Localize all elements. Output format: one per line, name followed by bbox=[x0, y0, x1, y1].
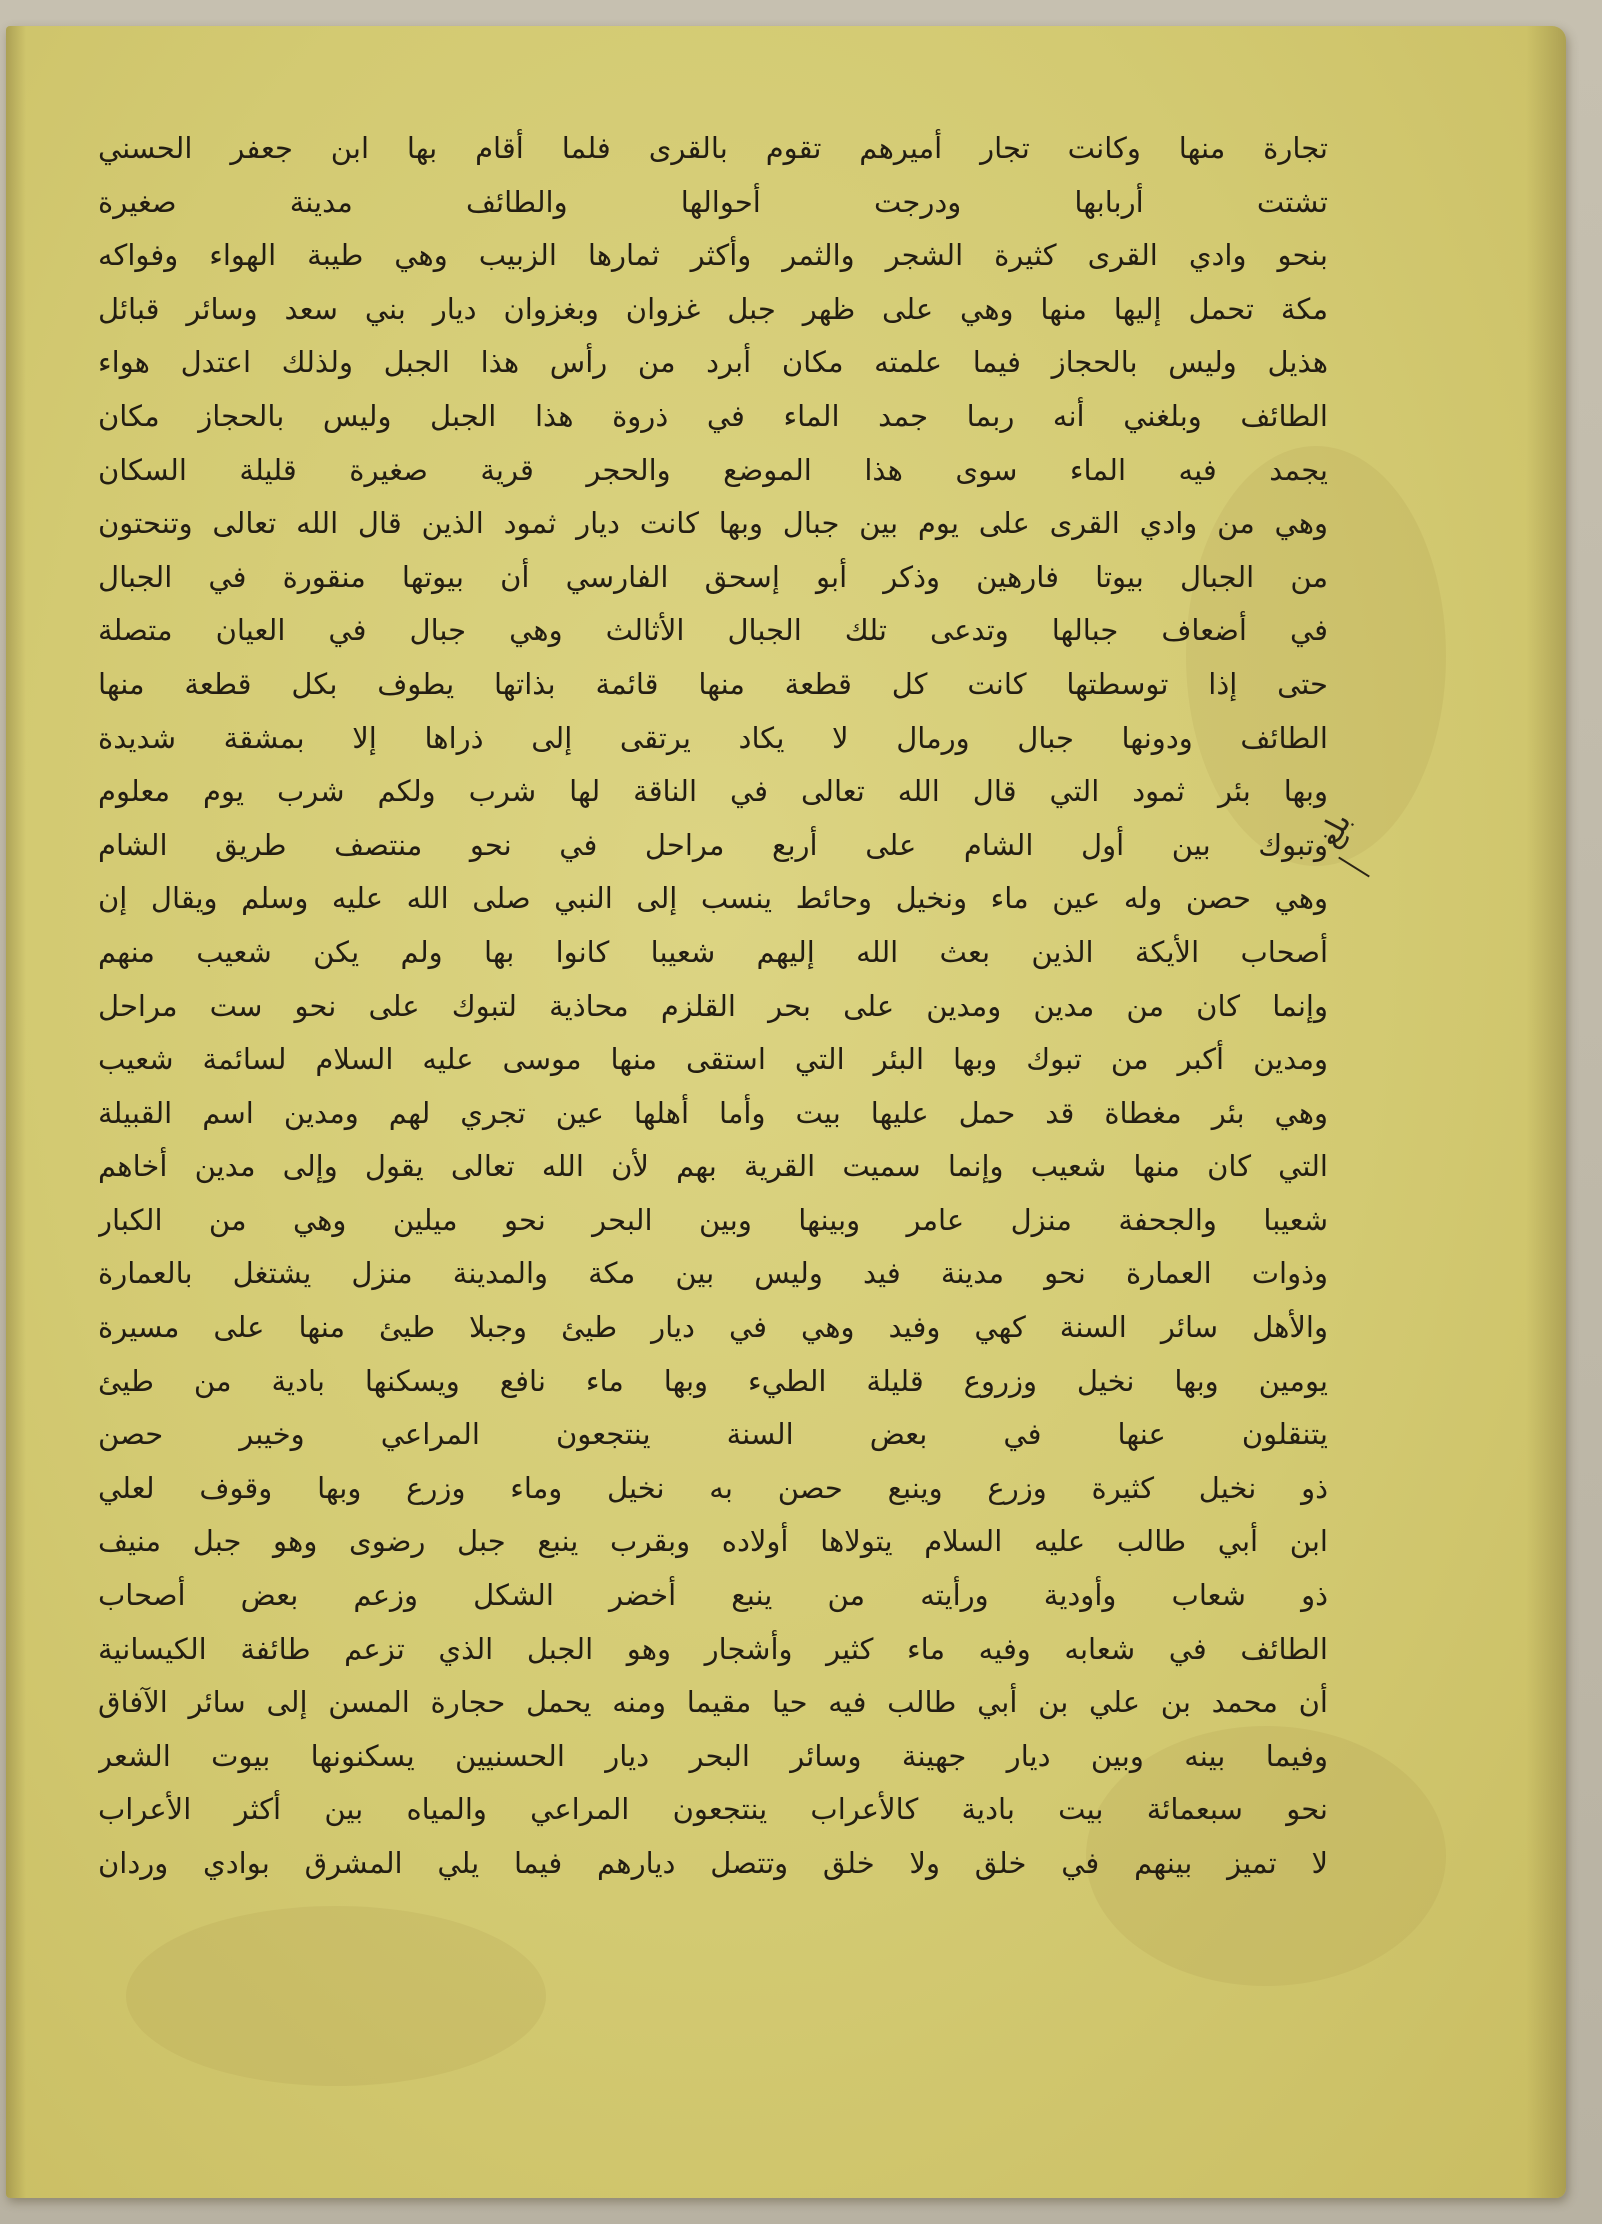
page-edge-shading bbox=[1526, 26, 1566, 2198]
text-line: وهي من وادي القرى على يوم بين جبال وبها كانت ديار ثمود الذين قال الله تعالى وتنحتون bbox=[98, 506, 1328, 541]
text-line: وهي حصن وله عين ماء ونخيل وحائط ينسب إلى النبي صلى الله عليه وسلم ويقال إن bbox=[98, 881, 1328, 916]
text-line: بنحو وادي القرى كثيرة الشجر والثمر وأكثر ثمارها الزبيب وهي طيبة الهواء وفواكه bbox=[98, 238, 1328, 273]
text-line: والأهل سائر السنة كهي وفيد وهي في ديار طيئ وجبلا طيئ منها على مسيرة bbox=[98, 1310, 1328, 1345]
text-line: الطائف ودونها جبال ورمال لا يكاد يرتقى إلى ذراها إلا بمشقة شديدة bbox=[98, 720, 1328, 755]
text-line: وتبوك بين أول الشام على أربع مراحل في نحو منتصف طريق الشام bbox=[98, 827, 1328, 862]
text-line: لا تميز بينهم في خلق ولا خلق وتتصل ديارهم فيما يلي المشرق بوادي وردان bbox=[98, 1846, 1328, 1880]
text-line: الطائف في شعابه وفيه ماء كثير وأشجار وهو الجبل الذي تزعم طائفة الكيسانية bbox=[98, 1631, 1328, 1666]
text-line: أن محمد بن علي بن أبي طالب فيه حيا مقيما ومنه يحمل حجارة المسن إلى سائر الآفاق bbox=[98, 1685, 1328, 1720]
marginal-note: بلغ bbox=[1311, 806, 1359, 854]
text-line: حتى إذا توسطتها كانت كل قطعة منها قائمة بذاتها يطوف بكل قطعة منها bbox=[98, 666, 1328, 701]
text-line: يتنقلون عنها في بعض السنة ينتجعون المراعي وخيبر حصن bbox=[98, 1417, 1328, 1452]
text-line: التي كان منها شعيب وإنما سميت القرية بهم لأن الله تعالى يقول وإلى مدين أخاهم bbox=[98, 1149, 1328, 1184]
text-line: ذو نخيل كثيرة وزرع وينبع حصن به نخيل وماء وزرع وبها وقوف لعلي bbox=[98, 1470, 1328, 1505]
text-line: نحو سبعمائة بيت بادية كالأعراب ينتجعون المراعي والمياه بين أكثر الأعراب bbox=[98, 1792, 1328, 1827]
text-line: هذيل وليس بالحجاز فيما علمته مكان أبرد من رأس هذا الجبل ولذلك اعتدل هواء bbox=[98, 345, 1328, 380]
text-line: شعيبا والجحفة منزل عامر وبينها وبين البحر نحو ميلين وهي من الكبار bbox=[98, 1202, 1328, 1237]
manuscript-text-block bbox=[98, 122, 1328, 1891]
text-line: في أضعاف جبالها وتدعى تلك الجبال الأثالث وهي جبال في العيان متصلة bbox=[98, 613, 1328, 648]
spine-shading bbox=[6, 26, 26, 2198]
text-line: وبها بئر ثمود التي قال الله تعالى في الناقة لها شرب ولكم شرب يوم معلوم bbox=[98, 774, 1328, 809]
text-line: تجارة منها وكانت تجار أميرهم تقوم بالقرى فلما أقام بها ابن جعفر الحسني bbox=[98, 131, 1328, 165]
text-line: وفيما بينه وبين ديار جهينة وسائر البحر ديار الحسنيين يسكنونها بيوت الشعر bbox=[98, 1738, 1328, 1773]
text-line: وذوات العمارة نحو مدينة فيد وليس بين مكة والمدينة منزل يشتغل بالعمارة bbox=[98, 1256, 1328, 1291]
paper-stain bbox=[126, 1906, 546, 2086]
text-line: يجمد فيه الماء سوى هذا الموضع والحجر قرية صغيرة قليلة السكان bbox=[98, 452, 1328, 487]
text-line: يومين وبها نخيل وزروع قليلة الطيء وبها ماء نافع ويسكنها بادية من طيئ bbox=[98, 1363, 1328, 1398]
manuscript-page bbox=[6, 26, 1566, 2198]
text-line: ومدين أكبر من تبوك وبها البئر التي استقى منها موسى عليه السلام لسائمة شعيب bbox=[98, 1042, 1328, 1077]
text-line: من الجبال بيوتا فارهين وذكر أبو إسحق الفارسي أن بيوتها منقورة في الجبال bbox=[98, 559, 1328, 594]
text-line: تشتت أربابها ودرجت أحوالها والطائف مدينة صغيرة bbox=[98, 184, 1328, 219]
text-line: ابن أبي طالب عليه السلام يتولاها أولاده وبقرب ينبع جبل رضوى وهو جبل منيف bbox=[98, 1524, 1328, 1559]
text-line: مكة تحمل إليها منها وهي على ظهر جبل غزوان وبغزوان ديار بني سعد وسائر قبائل bbox=[98, 291, 1328, 326]
text-line: وإنما كان من مدين ومدين على بحر القلزم محاذية لتبوك على نحو ست مراحل bbox=[98, 988, 1328, 1023]
text-line: الطائف وبلغني أنه ربما جمد الماء في ذروة هذا الجبل وليس بالحجاز مكان bbox=[98, 398, 1328, 433]
text-line: ذو شعاب وأودية ورأيته من ينبع أخضر الشكل وزعم بعض أصحاب bbox=[98, 1578, 1328, 1613]
text-line: وهي بئر مغطاة قد حمل عليها بيت وأما أهلها عين تجري لهم ومدين اسم القبيلة bbox=[98, 1095, 1328, 1130]
text-line: أصحاب الأيكة الذين بعث الله إليهم شعيبا كانوا بها ولم يكن شعيب منهم bbox=[98, 934, 1328, 969]
